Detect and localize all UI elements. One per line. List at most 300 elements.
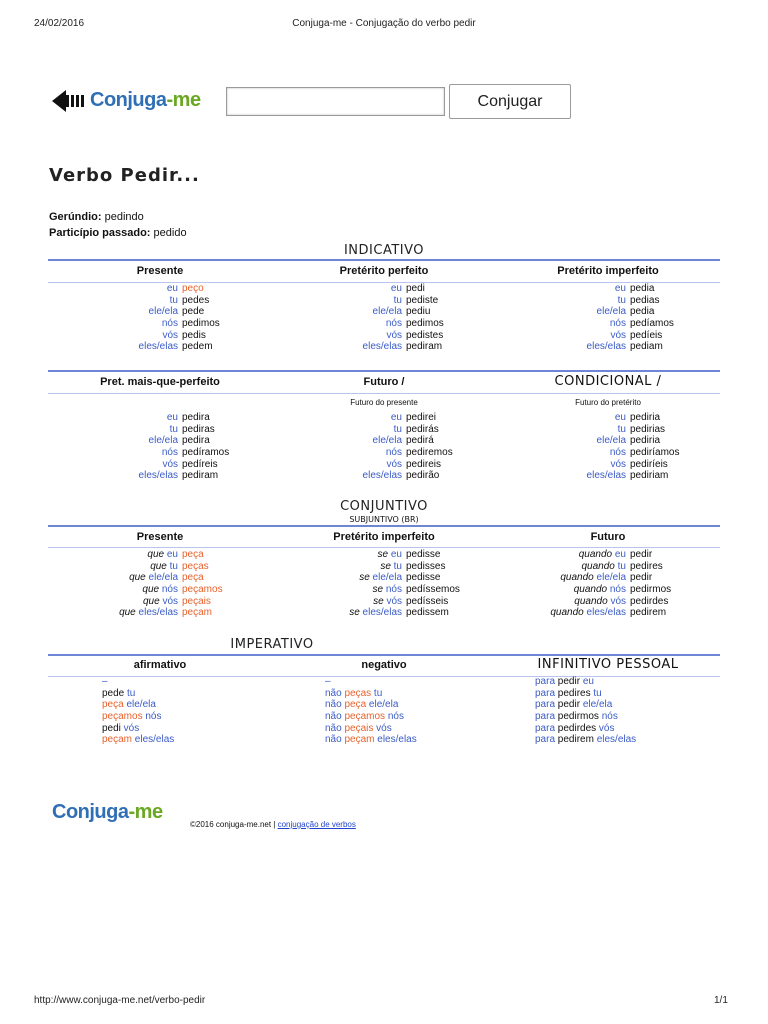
participle-label: Particípio passado: bbox=[49, 227, 151, 239]
conjunction: se bbox=[372, 584, 386, 596]
verb-form: pediria bbox=[630, 435, 661, 447]
verb-form: pede bbox=[182, 306, 205, 318]
pronoun: eles/elas bbox=[362, 470, 402, 482]
pronoun: eles/elas bbox=[138, 341, 178, 353]
inf-row bbox=[535, 723, 636, 735]
imp-row bbox=[325, 688, 417, 700]
conj-sub-presente bbox=[48, 549, 272, 619]
verb-form: pedirão bbox=[406, 470, 440, 482]
conj-row bbox=[48, 283, 272, 295]
pronoun: se eu bbox=[377, 549, 402, 560]
pronoun: vós bbox=[162, 458, 178, 470]
footer-logo-suffix: -me bbox=[128, 801, 163, 823]
inf-row bbox=[535, 711, 636, 723]
conj-row bbox=[48, 549, 272, 561]
verb-form: pedísseis bbox=[406, 595, 449, 607]
inf-row bbox=[535, 699, 636, 711]
footer-text bbox=[190, 820, 356, 829]
imperativo-title: IMPERATIVO bbox=[230, 637, 314, 652]
preposition: para bbox=[535, 734, 558, 746]
verb-form: pediríamos bbox=[630, 447, 680, 459]
verb-form: pedistes bbox=[406, 329, 444, 341]
verb-form: pediram bbox=[182, 470, 219, 482]
pronoun: tu bbox=[393, 423, 402, 435]
verb-form: pedíramos bbox=[182, 447, 230, 459]
verb-form: pedisse bbox=[406, 549, 441, 560]
conjugar-button[interactable]: Conjugar bbox=[449, 84, 571, 119]
pronoun: que tu bbox=[150, 560, 178, 572]
logo-text-main: Conjuga bbox=[90, 89, 167, 111]
logo-text-suffix: -me bbox=[166, 89, 201, 111]
col-head-perfeito: Pretérito perfeito bbox=[339, 265, 429, 277]
verb-form: pede bbox=[102, 687, 125, 699]
verb-form: – bbox=[325, 676, 331, 687]
conj-row bbox=[272, 561, 496, 573]
participle-line bbox=[49, 227, 187, 239]
pronoun: que nós bbox=[142, 584, 178, 596]
verb-form: pedimos bbox=[406, 318, 444, 330]
conjunction: quando bbox=[560, 572, 597, 584]
negation: não bbox=[325, 734, 345, 746]
pronoun: ele/ela bbox=[596, 435, 626, 447]
imp-row bbox=[325, 734, 417, 746]
inf-row bbox=[535, 734, 636, 746]
conj-row bbox=[48, 447, 272, 459]
pronoun: vós bbox=[120, 722, 140, 734]
conjunction: se bbox=[359, 572, 373, 584]
conj-row bbox=[272, 341, 496, 353]
verb-form: pedirei bbox=[406, 412, 437, 423]
verb-form: pediram bbox=[406, 341, 443, 353]
conj-row bbox=[496, 341, 720, 353]
col-head-imperfeito: Pretérito imperfeito bbox=[557, 265, 659, 277]
preposition: para bbox=[535, 711, 558, 723]
verb-form: pedíreis bbox=[182, 458, 218, 470]
col-head-condicional: CONDICIONAL / bbox=[554, 374, 662, 389]
verb-form: peçam bbox=[182, 607, 213, 619]
verb-form: pediríeis bbox=[630, 458, 668, 470]
verb-form: pedias bbox=[630, 294, 660, 306]
verb-form: pedireis bbox=[406, 458, 442, 470]
verb-form: pedir bbox=[557, 676, 581, 687]
pronoun: tu bbox=[617, 294, 626, 306]
conj-row bbox=[48, 584, 272, 596]
gerund-value: pedindo bbox=[104, 211, 144, 223]
pronoun: vós bbox=[596, 722, 615, 734]
pronoun: vós bbox=[610, 458, 626, 470]
conjunction: quando bbox=[550, 607, 587, 619]
verb-form: pedir bbox=[557, 699, 581, 711]
conj-row bbox=[496, 318, 720, 330]
verb-form: peça bbox=[182, 572, 204, 584]
conj-row bbox=[496, 306, 720, 318]
search-input[interactable] bbox=[226, 87, 445, 116]
pronoun: vós bbox=[162, 329, 178, 341]
conj-row bbox=[496, 572, 720, 584]
pronoun: eles/elas bbox=[132, 734, 175, 746]
conj-row bbox=[496, 283, 720, 295]
conj-ind-presente bbox=[48, 283, 272, 353]
conj-row bbox=[496, 584, 720, 596]
conj-row bbox=[272, 295, 496, 307]
verb-form: peçam bbox=[344, 734, 375, 746]
col-head-conj-futuro: Futuro bbox=[590, 531, 626, 543]
conj-row bbox=[496, 295, 720, 307]
pronoun: eles/elas bbox=[593, 734, 637, 746]
verb-form: pedirmos bbox=[630, 584, 672, 596]
pronoun: ele/ela bbox=[372, 435, 402, 447]
pronoun: tu bbox=[169, 294, 178, 306]
pronoun: eles/elas bbox=[586, 341, 626, 353]
verb-form: pediu bbox=[406, 306, 431, 318]
pronoun: se vós bbox=[373, 595, 402, 607]
pronoun: se tu bbox=[380, 560, 402, 572]
pronoun: tu bbox=[371, 687, 383, 699]
conjunction: que bbox=[150, 560, 170, 572]
imp-row bbox=[325, 711, 417, 723]
verb-form: pedires bbox=[557, 687, 591, 699]
pronoun: nós bbox=[385, 318, 402, 330]
negation: não bbox=[325, 687, 345, 699]
verb-form: peça bbox=[182, 549, 204, 560]
pronoun: eu bbox=[580, 676, 594, 687]
conj-row bbox=[48, 572, 272, 584]
conjuntivo-title: CONJUNTIVO bbox=[340, 499, 428, 514]
futuro-sub: Futuro do presente bbox=[350, 398, 418, 407]
col-head-infinitivo: INFINITIVO PESSOAL bbox=[537, 657, 679, 672]
conj-row bbox=[272, 330, 496, 342]
imp-row bbox=[102, 699, 174, 711]
pronoun: ele/ela bbox=[148, 435, 178, 447]
participle-value: pedido bbox=[153, 227, 187, 239]
conj-row bbox=[48, 596, 272, 608]
conj-row bbox=[496, 596, 720, 608]
verb-form: – bbox=[102, 676, 108, 687]
imp-afirmativo bbox=[102, 676, 174, 746]
divider bbox=[48, 654, 720, 656]
inf-row bbox=[535, 688, 636, 700]
verb-form: pedirdes bbox=[557, 722, 597, 734]
verb-form: peçamos bbox=[344, 711, 386, 723]
conj-row bbox=[48, 341, 272, 353]
gerund-line bbox=[49, 211, 144, 223]
conj-row bbox=[272, 283, 496, 295]
pronoun: eu bbox=[614, 283, 626, 294]
gerund-label: Gerúndio: bbox=[49, 211, 102, 223]
pronoun: vós bbox=[386, 329, 402, 341]
verb-form: pediras bbox=[182, 423, 215, 435]
imp-row bbox=[102, 676, 174, 688]
conj-row bbox=[272, 306, 496, 318]
conj-row bbox=[272, 435, 496, 447]
conjunction: quando bbox=[574, 595, 611, 607]
pronoun: quando eu bbox=[578, 549, 626, 560]
conj-row bbox=[48, 330, 272, 342]
pronoun: eu bbox=[390, 283, 402, 294]
preposition: para bbox=[535, 687, 558, 699]
pronoun: nós bbox=[609, 318, 626, 330]
imp-row bbox=[325, 723, 417, 735]
divider bbox=[48, 393, 720, 394]
conjunction: que bbox=[147, 549, 167, 560]
verb-form: peça bbox=[344, 699, 367, 711]
verb-form: peçamos bbox=[182, 584, 223, 596]
verb-form: pedira bbox=[182, 435, 210, 447]
conj-row bbox=[48, 459, 272, 471]
conj-row bbox=[496, 470, 720, 482]
imp-row bbox=[325, 676, 417, 688]
verb-form: peças bbox=[182, 560, 209, 572]
conj-row bbox=[496, 459, 720, 471]
pronoun: tu bbox=[617, 423, 626, 435]
imp-negativo bbox=[325, 676, 417, 746]
conj-row bbox=[48, 318, 272, 330]
pronoun: ele/ela bbox=[148, 306, 178, 318]
conj-row bbox=[48, 295, 272, 307]
pronoun: ele/ela bbox=[366, 699, 399, 711]
col-head-conj-presente: Presente bbox=[136, 531, 184, 543]
verb-form: pedirás bbox=[406, 423, 439, 435]
conjunction: se bbox=[377, 549, 391, 560]
verb-form: pedissem bbox=[406, 607, 449, 619]
imp-row bbox=[325, 699, 417, 711]
conj-row bbox=[272, 470, 496, 482]
pronoun: ele/ela bbox=[372, 306, 402, 318]
conjunction: quando bbox=[581, 560, 618, 572]
conjunction: quando bbox=[578, 549, 615, 560]
inf-row bbox=[535, 676, 636, 688]
verb-form: pediria bbox=[630, 412, 661, 423]
preposition: para bbox=[535, 722, 558, 734]
negation: não bbox=[325, 722, 345, 734]
verb-form: pedem bbox=[182, 341, 213, 353]
imp-row bbox=[102, 723, 174, 735]
footer-logo[interactable] bbox=[52, 801, 163, 824]
verb-form: pedíamos bbox=[630, 318, 674, 330]
page-title: Verbo Pedir... bbox=[49, 165, 200, 186]
negation: não bbox=[325, 699, 345, 711]
conj-row bbox=[272, 447, 496, 459]
footer-logo-main: Conjuga bbox=[52, 801, 129, 823]
verb-form: pediriam bbox=[630, 470, 669, 482]
verb-form: pediste bbox=[406, 294, 439, 306]
conj-ind-imperfeito bbox=[496, 283, 720, 353]
conjunction: que bbox=[129, 572, 149, 584]
indicativo-title: INDICATIVO bbox=[343, 243, 425, 258]
verb-form: pedirem bbox=[630, 607, 667, 619]
conj-row bbox=[272, 318, 496, 330]
verb-form: pedi bbox=[102, 722, 121, 734]
divider bbox=[48, 525, 720, 527]
pronoun: eles/elas bbox=[138, 470, 178, 482]
copyright: ©2016 conjuga-me.net | bbox=[190, 820, 276, 829]
verb-form: pedia bbox=[630, 306, 655, 318]
pronoun: ele/ela bbox=[596, 306, 626, 318]
pronoun: nós bbox=[142, 711, 162, 723]
conj-row bbox=[496, 424, 720, 436]
pronoun: tu bbox=[590, 687, 602, 699]
conj-sub-imperfeito bbox=[272, 549, 496, 619]
verb-form: pedirmos bbox=[557, 711, 599, 723]
conjunction: que bbox=[119, 607, 139, 619]
verb-form: pedes bbox=[182, 294, 210, 306]
pronoun: eu bbox=[166, 412, 178, 423]
imp-row bbox=[102, 688, 174, 700]
conj-row bbox=[48, 470, 272, 482]
conj-row bbox=[272, 459, 496, 471]
pronoun: eles/elas bbox=[374, 734, 417, 746]
verb-form: pediam bbox=[630, 341, 663, 353]
pronoun: nós bbox=[161, 447, 178, 459]
pronoun: nós bbox=[161, 318, 178, 330]
preposition: para bbox=[535, 699, 558, 711]
verb-form: pedi bbox=[406, 283, 425, 294]
print-title: Conjuga-me - Conjugação do verbo pedir bbox=[292, 18, 476, 29]
conjunction: se bbox=[380, 560, 394, 572]
conj-row bbox=[272, 424, 496, 436]
subjuntivo-subtitle: SUBJUNTIVO (BR) bbox=[349, 515, 419, 524]
imp-row bbox=[102, 734, 174, 746]
verb-form: pedir bbox=[630, 549, 653, 560]
verb-form: pedisses bbox=[406, 560, 446, 572]
conj-row bbox=[48, 607, 272, 619]
pronoun: vós bbox=[610, 329, 626, 341]
col-head-futuro: Futuro / bbox=[363, 376, 405, 388]
divider bbox=[48, 547, 720, 548]
verb-form: pedimos bbox=[182, 318, 220, 330]
print-page: 1/1 bbox=[714, 995, 728, 1006]
verb-form: pediremos bbox=[406, 447, 453, 459]
conjunction: que bbox=[142, 595, 163, 607]
conj-row bbox=[48, 306, 272, 318]
verb-form: pedires bbox=[630, 560, 663, 572]
condicional-sub: Futuro do pretérito bbox=[575, 398, 641, 407]
verb-form: pedis bbox=[182, 329, 206, 341]
pronoun: nós bbox=[598, 711, 618, 723]
verb-form: peçamos bbox=[102, 711, 143, 723]
verb-form: pedisse bbox=[406, 572, 441, 584]
verb-form: pedira bbox=[182, 412, 210, 423]
verb-form: pedíeis bbox=[630, 329, 663, 341]
pronoun: nós bbox=[609, 447, 626, 459]
pronoun: eu bbox=[390, 412, 402, 423]
conj-sub-futuro bbox=[496, 549, 720, 619]
pronoun: eu bbox=[614, 412, 626, 423]
conj-row bbox=[48, 412, 272, 424]
conjunction: se bbox=[373, 595, 387, 607]
verb-form: peço bbox=[182, 283, 204, 294]
conj-row bbox=[272, 572, 496, 584]
pronoun: tu bbox=[169, 423, 178, 435]
conj-row bbox=[48, 424, 272, 436]
conj-row bbox=[496, 412, 720, 424]
verb-form: peça bbox=[102, 699, 124, 711]
conj-row bbox=[48, 561, 272, 573]
pronoun: quando tu bbox=[581, 560, 626, 572]
pronoun: quando eles/elas bbox=[550, 607, 626, 619]
pronoun: tu bbox=[124, 687, 136, 699]
conj-row bbox=[272, 549, 496, 561]
logo[interactable] bbox=[52, 89, 201, 112]
pronoun: que eles/elas bbox=[119, 607, 178, 619]
col-head-afirmativo: afirmativo bbox=[133, 659, 187, 671]
conj-row bbox=[496, 435, 720, 447]
pronoun: quando nós bbox=[573, 584, 626, 596]
conjunction: quando bbox=[573, 584, 610, 596]
pronoun: eu bbox=[166, 283, 178, 294]
conj-row bbox=[496, 330, 720, 342]
pronoun: ele/ela bbox=[580, 699, 613, 711]
verb-form: pedirias bbox=[630, 423, 666, 435]
inf-pessoal bbox=[535, 676, 636, 746]
negation: não bbox=[325, 711, 345, 723]
footer-link[interactable]: conjugação de verbos bbox=[277, 820, 356, 829]
conjunction: que bbox=[142, 584, 162, 596]
verb-form: peçais bbox=[344, 722, 374, 734]
conj-ind-futuro bbox=[272, 412, 496, 482]
pronoun: que ele/ela bbox=[129, 572, 178, 584]
conj-ind-condicional bbox=[496, 412, 720, 482]
verb-form: pedia bbox=[630, 283, 655, 294]
pronoun: eles/elas bbox=[362, 341, 402, 353]
conj-row bbox=[496, 549, 720, 561]
verb-form: peças bbox=[344, 687, 372, 699]
divider bbox=[48, 370, 720, 372]
pronoun: nós bbox=[385, 447, 402, 459]
col-head-presente: Presente bbox=[136, 265, 184, 277]
verb-form: peçais bbox=[182, 595, 211, 607]
print-date: 24/02/2016 bbox=[34, 18, 85, 29]
conj-ind-perfeito bbox=[272, 283, 496, 353]
verb-form: pedíssemos bbox=[406, 584, 460, 596]
col-head-mais-que-perfeito: Pret. mais-que-perfeito bbox=[100, 376, 220, 388]
verb-form: pedir bbox=[630, 572, 653, 584]
conjunction: se bbox=[349, 607, 363, 619]
pronoun: vós bbox=[386, 458, 402, 470]
col-head-negativo: negativo bbox=[361, 659, 407, 671]
pronoun: se nós bbox=[372, 584, 402, 596]
pronoun: eles/elas bbox=[586, 470, 626, 482]
conj-row bbox=[272, 607, 496, 619]
conj-row bbox=[272, 412, 496, 424]
col-head-conj-imperfeito: Pretérito imperfeito bbox=[333, 531, 435, 543]
conj-row bbox=[496, 447, 720, 459]
pronoun: ele/ela bbox=[123, 699, 156, 711]
pronoun: vós bbox=[373, 722, 392, 734]
pronoun: que vós bbox=[142, 595, 178, 607]
conj-row bbox=[272, 596, 496, 608]
verb-form: pedirem bbox=[557, 734, 594, 746]
conj-row bbox=[496, 607, 720, 619]
conj-row bbox=[48, 435, 272, 447]
verb-form: pedirá bbox=[406, 435, 434, 447]
pronoun: nós bbox=[385, 711, 404, 723]
imp-row bbox=[102, 711, 174, 723]
pronoun: se eles/elas bbox=[349, 607, 402, 619]
pronoun: se ele/ela bbox=[359, 572, 402, 584]
print-url: http://www.conjuga-me.net/verbo-pedir bbox=[34, 995, 206, 1006]
pronoun: quando vós bbox=[574, 595, 626, 607]
pronoun: tu bbox=[393, 294, 402, 306]
preposition: para bbox=[535, 676, 558, 687]
verb-form: pedirdes bbox=[630, 595, 669, 607]
conj-row bbox=[272, 584, 496, 596]
conj-row bbox=[496, 561, 720, 573]
conj-ind-mais-que-perfeito bbox=[48, 412, 272, 482]
verb-form: peçam bbox=[102, 734, 133, 746]
pronoun: quando ele/ela bbox=[560, 572, 626, 584]
back-arrow-icon bbox=[52, 90, 88, 112]
